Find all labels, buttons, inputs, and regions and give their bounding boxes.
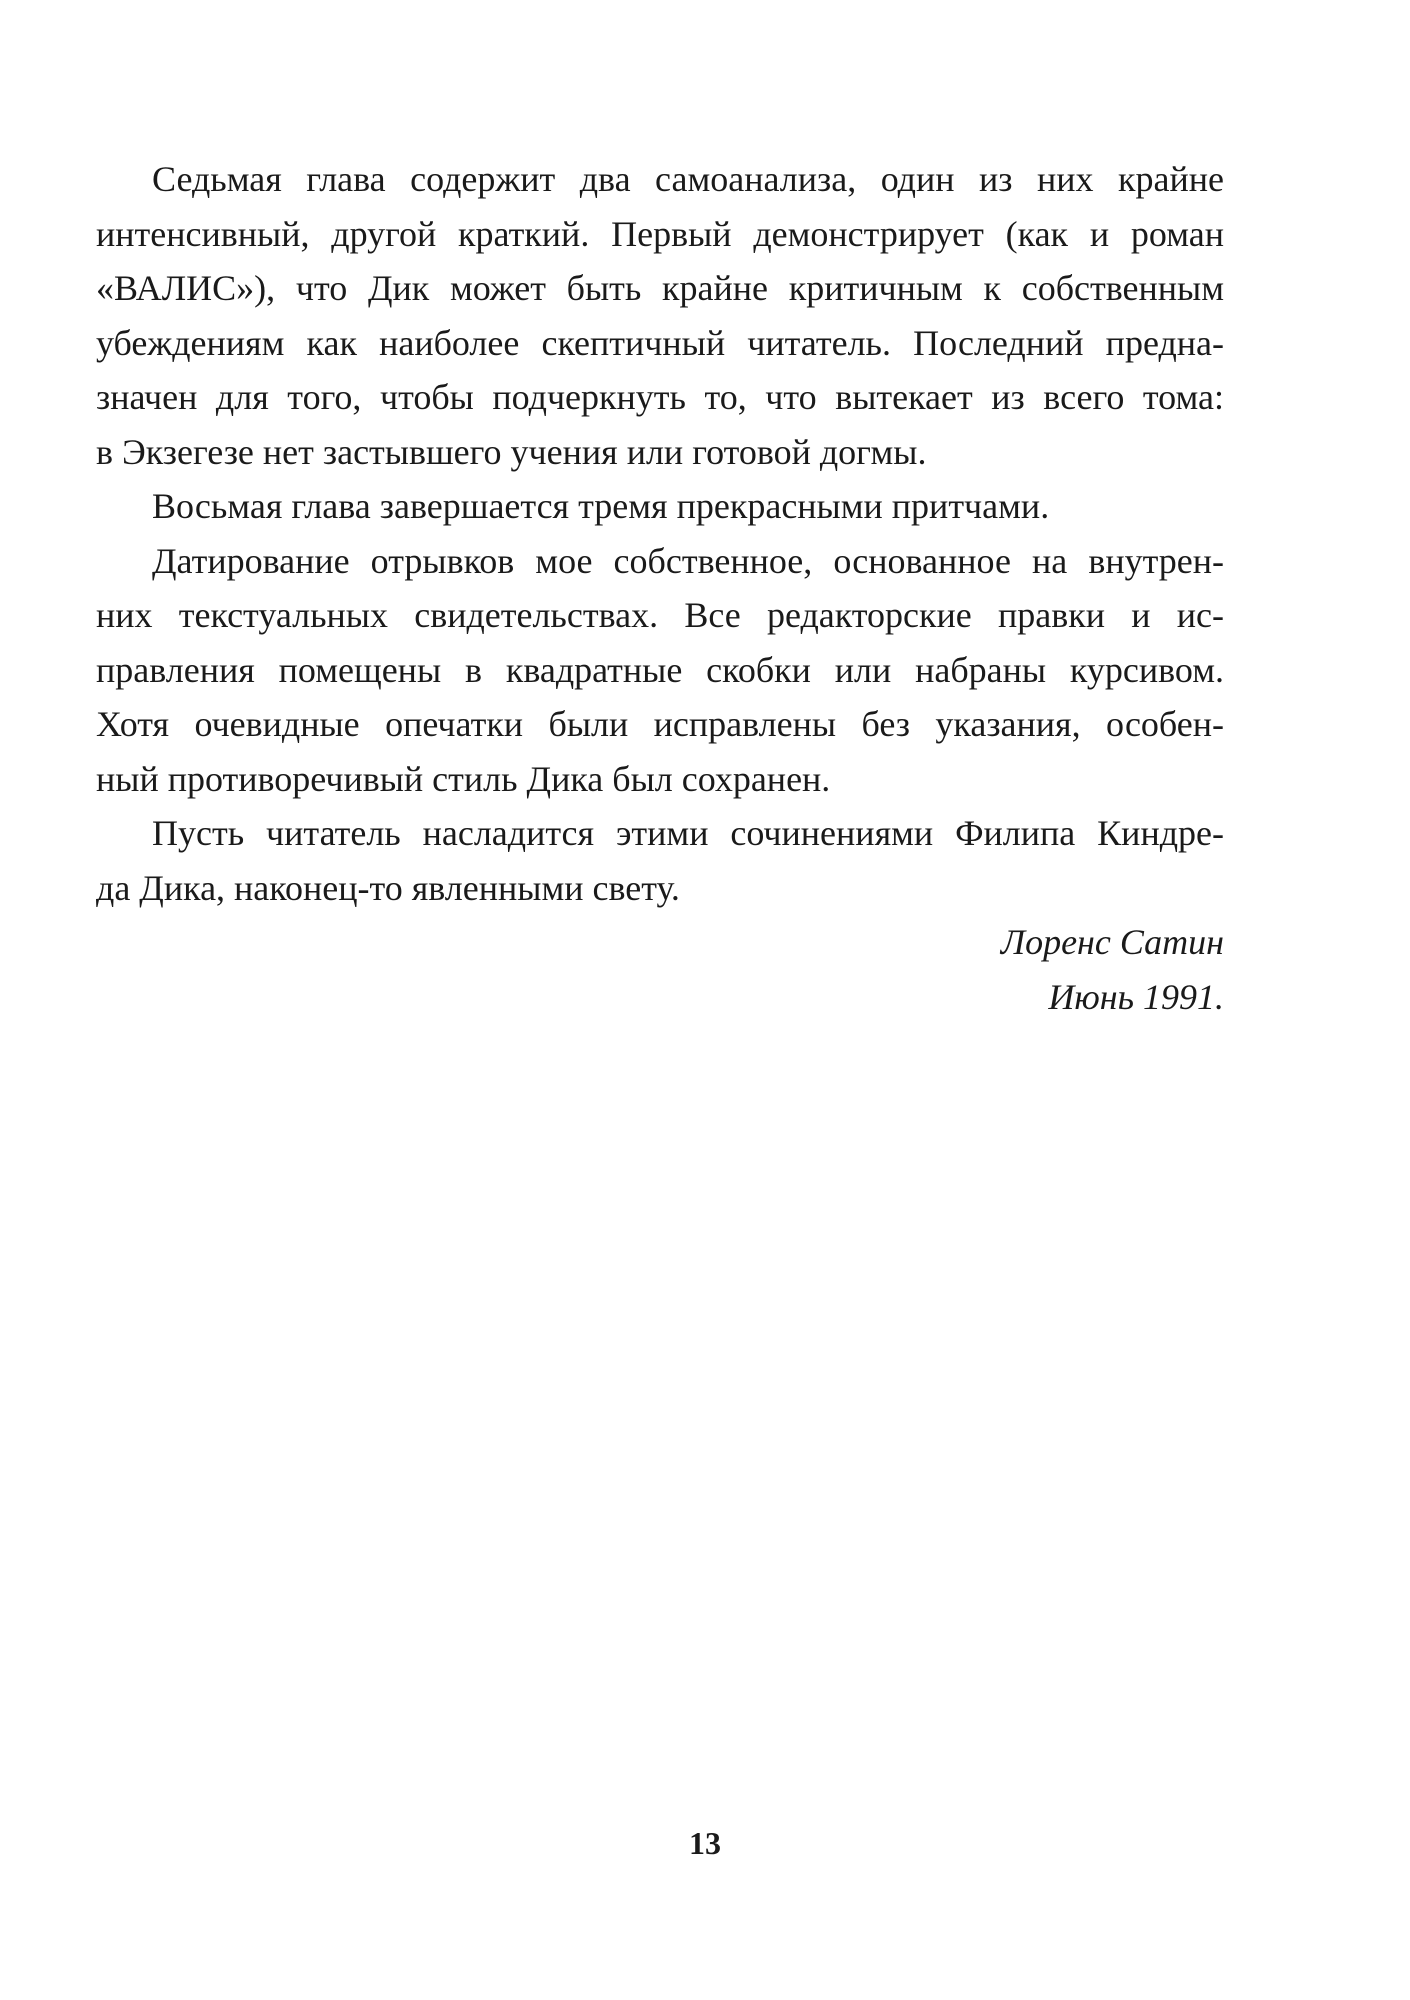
text-line: «ВАЛИС»), что Дик может быть крайне критичным к собственным — [96, 268, 1224, 308]
text-line: да Дика, наконец-то явленными свету. — [96, 867, 680, 908]
signature-author: Лоренс Сатин — [1000, 922, 1224, 962]
text-line: Восьмая глава завершается тремя прекрасными притчами. — [152, 486, 1050, 526]
signature-date: Июнь 1991. — [1048, 976, 1224, 1017]
text-line: правления помещены в квадратные скобки или набраны курсивом. — [96, 649, 1224, 690]
text-line: ный противоречивый стиль Дика был сохранен. — [96, 758, 831, 799]
text-line: Датирование отрывков мое собственное, основанное на внутрен- — [152, 540, 1224, 581]
text-line: интенсивный, другой краткий. Первый демонстрирует (как и роман — [96, 213, 1224, 254]
text-line: в Экзегезе нет застывшего учения или готовой догмы. — [96, 431, 927, 472]
text-line: Хотя очевидные опечатки были исправлены без указания, особен- — [96, 704, 1224, 744]
text-line: них текстуальных свидетельствах. Все редакторские правки и ис- — [96, 595, 1224, 635]
body-text — [96, 152, 1224, 1024]
text-line: Пусть читатель насладится этими сочинениями Филипа Киндре- — [152, 813, 1224, 853]
text-line: значен для того, чтобы подчеркнуть то, что вытекает из всего тома: — [96, 377, 1224, 417]
text-line: Седьмая глава содержит два самоанализа, один из них крайне — [152, 159, 1224, 199]
text-line: убеждениям как наиболее скептичный читатель. Последний предна- — [96, 322, 1224, 363]
page-number: 13 — [689, 1825, 721, 1861]
